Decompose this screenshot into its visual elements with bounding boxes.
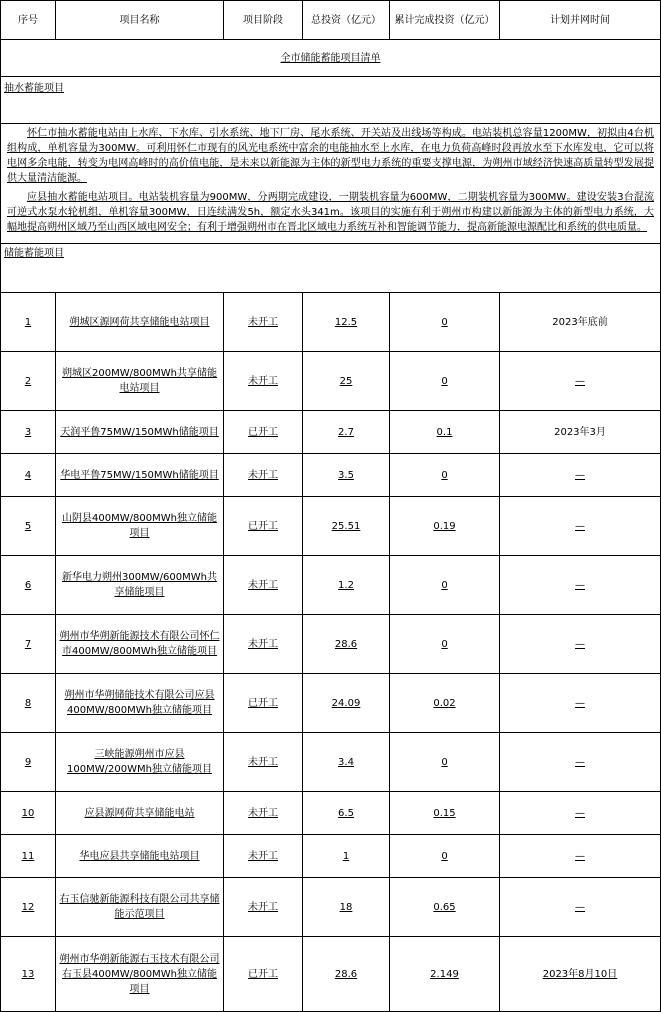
- header-project-name: 项目名称: [56, 1, 224, 40]
- row-stage: 未开工: [224, 352, 303, 411]
- row-stage: 已开工: [224, 937, 303, 1012]
- row-project-name: 朔城区200MW/800MWh共享储能电站项目: [56, 352, 224, 411]
- row-stage: 未开工: [224, 878, 303, 937]
- section-pumped-storage-row: [1, 77, 661, 124]
- row-total: 3.5: [303, 454, 390, 497]
- header-no: 序号: [1, 1, 56, 40]
- row-date: —: [500, 352, 661, 411]
- row-done: 2.149: [390, 937, 500, 1012]
- row-project-name: 天润平鲁75MW/150MWh储能项目: [56, 411, 224, 454]
- row-stage: 已开工: [224, 674, 303, 733]
- row-total: 18: [303, 878, 390, 937]
- row-project-name: 朔州市华朔新能源技术有限公司怀仁市400MW/800MWh独立储能项目: [56, 615, 224, 674]
- row-stage: 未开工: [224, 556, 303, 615]
- table-row: [1, 293, 661, 352]
- row-project-name: 三峡能源朔州市应县100MW/200WMh独立储能项目: [56, 733, 224, 792]
- description-huairen: 怀仁市抽水蓄能电站由上水库、下水库、引水系统、地下厂房、尾水系统、开关站及出线场等构成。电站装机总容量1200MW，初拟由4台机组构成，单机容量为300MW。可利用怀仁市现有的风光电系统中富余的电能抽水至上水库，在电力负荷高峰时段再放水至下水库发电，它可以将电网多余电能，转变为电网高峰时的高价值电能，是未来以新能源为主体的新型电力系统的重要支撑电源，为朔州市域经济快速高质量转型发展提供大量清洁能源。: [7, 128, 654, 184]
- row-date: —: [500, 674, 661, 733]
- row-date: 2023年3月: [500, 411, 661, 454]
- row-project-name: 华电平鲁75MW/150MWh储能项目: [56, 454, 224, 497]
- row-no: 7: [1, 615, 56, 674]
- table-row: [1, 674, 661, 733]
- row-no: 11: [1, 835, 56, 878]
- table-row: [1, 352, 661, 411]
- row-date: 2023年底前: [500, 293, 661, 352]
- section-title-pumped-storage: 抽水蓄能项目: [1, 77, 661, 124]
- row-no: 10: [1, 792, 56, 835]
- table-row: [1, 411, 661, 454]
- row-done: 0.19: [390, 497, 500, 556]
- row-no: 5: [1, 497, 56, 556]
- header-stage: 项目阶段: [224, 1, 303, 40]
- table-row: [1, 733, 661, 792]
- header-total-investment: 总投资（亿元）: [303, 1, 390, 40]
- row-done: 0.65: [390, 878, 500, 937]
- row-no: 13: [1, 937, 56, 1012]
- row-stage: 未开工: [224, 454, 303, 497]
- row-total: 6.5: [303, 792, 390, 835]
- description-yingxian: 应县抽水蓄能电站项目。电站装机容量为900MW，分两期完成建设，一期装机容量为600MW，二期装机容量为300MW。建设安装3台混流可逆式水泵水轮机组，单机容量300MW，日连续满发5h，额定水头341m。该项目的实施有利于朔州市构建以新能源为主体的新型电力系统，大幅地提高朔州区域乃至山西区域电网安全；有利于增强朔州市在晋北区域电力系统互补和智能调节能力，提高新能源电源配比和系统的供电质量。: [7, 192, 654, 233]
- row-total: 1.2: [303, 556, 390, 615]
- table-row: [1, 878, 661, 937]
- row-done: 0: [390, 293, 500, 352]
- row-project-name: 朔州市华朔储能技术有限公司应县400MW/800MWh独立储能项目: [56, 674, 224, 733]
- header-grid-date: 计划并网时间: [500, 1, 661, 40]
- row-stage: 未开工: [224, 733, 303, 792]
- row-no: 6: [1, 556, 56, 615]
- section-description: [1, 124, 661, 244]
- row-no: 8: [1, 674, 56, 733]
- row-done: 0: [390, 835, 500, 878]
- section-description-row: [1, 124, 661, 244]
- row-date: —: [500, 497, 661, 556]
- table-title-row: [1, 40, 661, 77]
- row-date: —: [500, 835, 661, 878]
- row-total: 1: [303, 835, 390, 878]
- row-total: 3.4: [303, 733, 390, 792]
- table-title: 全市储能蓄能项目清单: [1, 40, 661, 77]
- row-project-name: 应县源网荷共享储能电站: [56, 792, 224, 835]
- row-date: 2023年8月10日: [500, 937, 661, 1012]
- row-stage: 已开工: [224, 497, 303, 556]
- row-total: 25.51: [303, 497, 390, 556]
- row-date: —: [500, 615, 661, 674]
- row-done: 0: [390, 556, 500, 615]
- row-date: —: [500, 792, 661, 835]
- row-date: —: [500, 733, 661, 792]
- row-stage: 未开工: [224, 835, 303, 878]
- table-row: [1, 497, 661, 556]
- table-row: [1, 556, 661, 615]
- table-row: [1, 937, 661, 1012]
- row-stage: 未开工: [224, 615, 303, 674]
- row-total: 2.7: [303, 411, 390, 454]
- row-total: 25: [303, 352, 390, 411]
- row-done: 0.1: [390, 411, 500, 454]
- section-storage-row: [1, 244, 661, 293]
- row-no: 3: [1, 411, 56, 454]
- row-date: —: [500, 556, 661, 615]
- row-total: 24.09: [303, 674, 390, 733]
- header-completed-investment: 累计完成投资（亿元）: [390, 1, 500, 40]
- row-no: 12: [1, 878, 56, 937]
- row-project-name: 新华电力朔州300MW/600MWh共享储能项目: [56, 556, 224, 615]
- row-total: 28.6: [303, 937, 390, 1012]
- header-row: [1, 1, 661, 40]
- row-no: 1: [1, 293, 56, 352]
- table-row: [1, 835, 661, 878]
- row-no: 9: [1, 733, 56, 792]
- table-row: [1, 615, 661, 674]
- row-done: 0: [390, 733, 500, 792]
- row-project-name: 朔州市华朔新能源右玉技术有限公司右玉县400MW/800MWh独立储能项目: [56, 937, 224, 1012]
- row-done: 0.02: [390, 674, 500, 733]
- row-project-name: 山阴县400MW/800MWh独立储能项目: [56, 497, 224, 556]
- row-stage: 已开工: [224, 411, 303, 454]
- table-row: [1, 454, 661, 497]
- row-done: 0: [390, 454, 500, 497]
- row-total: 28.6: [303, 615, 390, 674]
- row-done: 0: [390, 615, 500, 674]
- row-done: 0.15: [390, 792, 500, 835]
- row-no: 4: [1, 454, 56, 497]
- row-total: 12.5: [303, 293, 390, 352]
- row-stage: 未开工: [224, 293, 303, 352]
- row-date: —: [500, 454, 661, 497]
- row-project-name: 华电应县共享储能电站项目: [56, 835, 224, 878]
- row-no: 2: [1, 352, 56, 411]
- section-title-storage: 储能蓄能项目: [1, 244, 661, 293]
- row-project-name: 朔城区源网荷共享储能电站项目: [56, 293, 224, 352]
- row-date: —: [500, 878, 661, 937]
- row-stage: 未开工: [224, 792, 303, 835]
- row-done: 0: [390, 352, 500, 411]
- row-project-name: 右玉信驰新能源科技有限公司共享储能示范项目: [56, 878, 224, 937]
- table-row: [1, 792, 661, 835]
